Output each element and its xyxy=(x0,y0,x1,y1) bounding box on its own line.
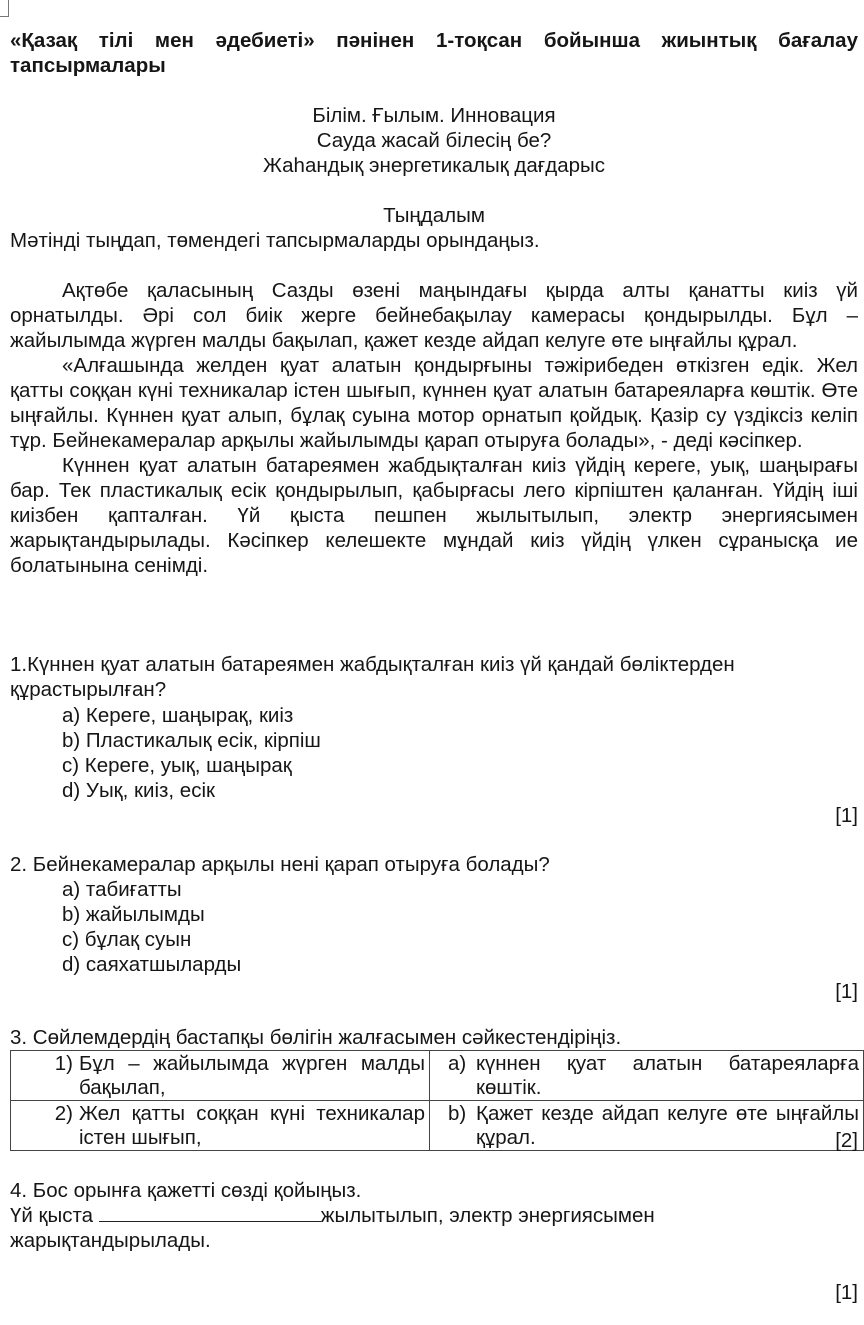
q1-option-b: b) Пластикалық есік, кірпіш xyxy=(62,729,321,752)
document-title: «Қазақ тілі мен әдебиеті» пәнінен 1-тоқсан бойынша жиынтық бағалау тапсырмалары xyxy=(10,29,858,77)
fill-in-blank[interactable] xyxy=(99,1203,321,1222)
sentence-ending: күннен қуат алатын батареяларға көштік. xyxy=(476,1052,859,1099)
sentence-ending: Қажет кезде айдап келуге өте ыңғайлы құрал. xyxy=(476,1102,859,1149)
q4-sentence xyxy=(10,1203,858,1228)
question-2-text: 2. Бейнекамералар арқылы нені қарап отыруға болады? xyxy=(10,853,550,876)
listening-text xyxy=(10,278,858,578)
question-1-text: 1.Күннен қуат алатын батареямен жабдықталған киіз үй қандай бөліктерден құрастырылған? xyxy=(10,653,735,701)
row-number: 2) xyxy=(54,1102,73,1125)
matching-left-cell xyxy=(11,1051,430,1101)
q4-line-2: жарықтандырылады. xyxy=(10,1229,211,1252)
q1-score: [1] xyxy=(835,804,858,827)
q1-option-c: c) Кереге, уық, шаңырақ xyxy=(62,754,292,777)
q3-score: [2] xyxy=(835,1129,858,1152)
section-line-1: Білім. Ғылым. Инновация xyxy=(312,104,556,127)
q2-option-b: b) жайылымды xyxy=(62,903,205,926)
q1-option-d: d) Уық, киіз, есік xyxy=(62,779,215,802)
matching-right-cell xyxy=(430,1051,864,1101)
text-paragraph-1: Ақтөбе қаласының Сазды өзені маңындағы қырда алты қанатты киіз үй орнатылды. Әрі сол биік жерге бейнебақылау камерасы қондырылды. Бұл – жайылымда жүрген малды бақылап, қажет кезде айдап келуге өте ыңғайлы құрал. xyxy=(10,279,858,352)
q4-line-start: Үй қыста xyxy=(10,1204,94,1227)
matching-row-2 xyxy=(11,1101,864,1151)
q1-option-a: a) Кереге, шаңырақ, киіз xyxy=(62,704,294,727)
matching-right-cell xyxy=(430,1101,864,1151)
matching-row-1 xyxy=(11,1051,864,1101)
matching-left-cell xyxy=(11,1101,430,1151)
text-paragraph-2: «Алғашында желден қуат алатын қондырғыны тәжірибеден өткізген едік. Жел қатты соққан күні техникалар істен шығып, күннен қуат алатын батареяларға көштік. Өте ыңғайлы. Күннен қуат алып, бұлақ суына мотор орнатып қойдық. Қазір су үздіксіз келіп тұр. Бейнекамералар арқылы жайылымды қарап отыруға болады», - деді кәсіпкер. xyxy=(10,354,858,452)
row-number: 1) xyxy=(54,1052,73,1075)
sentence-start: Жел қатты соққан күні техникалар істен шығып, xyxy=(79,1102,425,1149)
section-line-3: Жаһандық энергетикалық дағдарыс xyxy=(263,154,605,177)
q2-option-d: d) саяхатшыларды xyxy=(62,953,242,976)
q4-line-end: жылытылып, электр энергиясымен xyxy=(320,1204,655,1227)
question-4-text: 4. Бос орынға қажетті сөзді қойыңыз. xyxy=(10,1179,362,1202)
page-corner-mark xyxy=(0,0,9,17)
q2-option-a: a) табиғатты xyxy=(62,878,182,901)
q4-score: [1] xyxy=(835,1281,858,1304)
sentence-start: Бұл – жайылымда жүрген малды бақылап, xyxy=(79,1052,425,1099)
q2-score: [1] xyxy=(835,980,858,1003)
row-letter: a) xyxy=(448,1052,467,1075)
section-line-2: Сауда жасай білесің бе? xyxy=(316,129,552,152)
matching-table xyxy=(10,1050,864,1151)
question-3-text: 3. Сөйлемдердің бастапқы бөлігін жалғасымен сәйкестендіріңіз. xyxy=(10,1026,622,1049)
skill-heading: Тыңдалым xyxy=(383,204,485,227)
row-letter: b) xyxy=(448,1102,467,1125)
text-paragraph-3: Күннен қуат алатын батареямен жабдықталған киіз үйдің кереге, уық, шаңырағы бар. Тек пластикалық есік қондырылып, қабырғасы лего кірпіштен қаланған. Үйдің іші киізбен қапталған. Үй қыста пешпен жылытылып, электр энергиясымен жарықтандырылады. Кәсіпкер келешекте мұндай киіз үйдің үлкен сұранысқа ие болатынына сенімді. xyxy=(10,454,858,577)
task-instruction: Мәтінді тыңдап, төмендегі тапсырмаларды орындаңыз. xyxy=(10,229,540,252)
q2-option-c: c) бұлақ суын xyxy=(62,928,192,951)
